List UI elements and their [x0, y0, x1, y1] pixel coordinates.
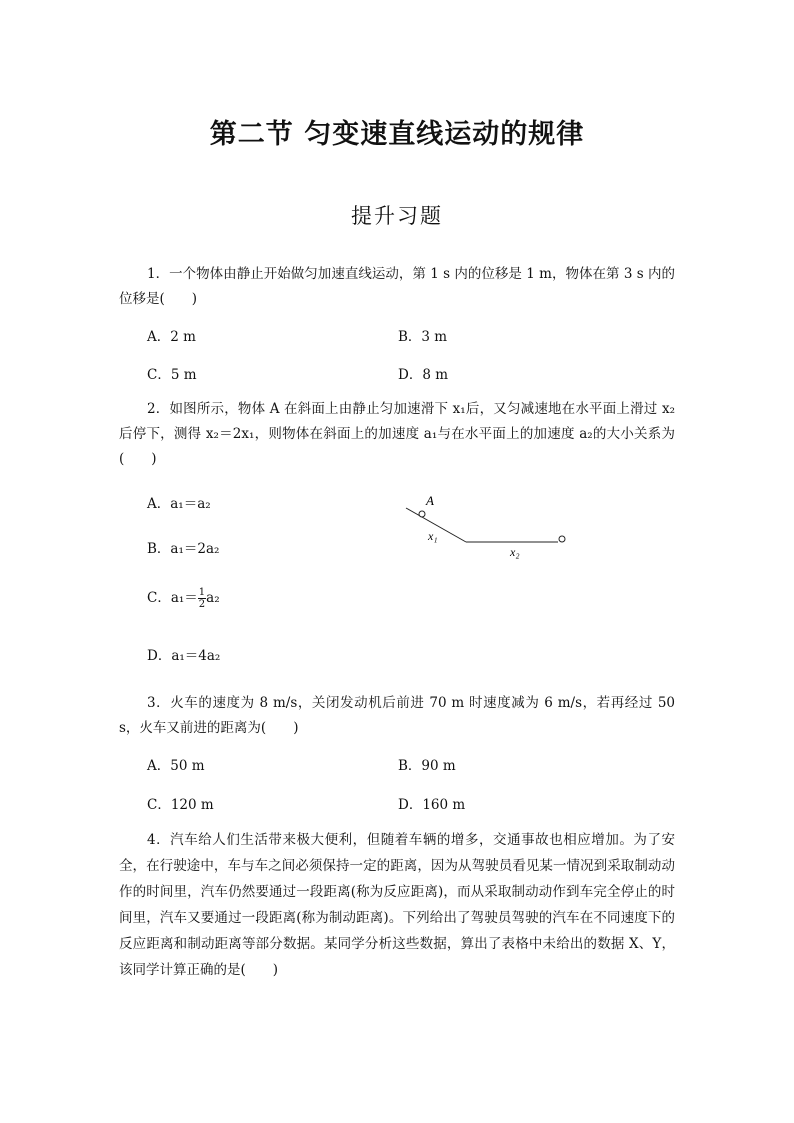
question-1-option-c[interactable]: C．5 m — [147, 367, 197, 383]
question-2-option-c[interactable] — [147, 587, 220, 610]
label-x1: x₁ — [428, 529, 438, 543]
question-3-option-a[interactable]: A．50 m — [147, 758, 205, 774]
question-2-option-d[interactable]: D．a₁＝4a₂ — [147, 648, 221, 664]
question-2-option-c-suffix: a₂ — [206, 590, 220, 606]
question-1-option-d[interactable]: D．8 m — [398, 367, 449, 383]
question-3-option-d[interactable]: D．160 m — [398, 797, 466, 813]
question-3-option-c[interactable]: C．120 m — [147, 797, 214, 813]
fraction-denominator: 2 — [198, 599, 206, 610]
question-3-text: 3．火车的速度为 8 m/s，关闭发动机后前进 70 m 时速度减为 6 m/s，若再经过 50 s，火车又前进的距离为( ) — [119, 695, 675, 736]
fraction-numerator: 1 — [198, 587, 206, 598]
question-2-option-c-label: C．a₁＝ — [147, 590, 198, 606]
question-2-text: 2．如图所示，物体 A 在斜面上由静止匀加速滑下 x₁后，又匀减速地在水平面上滑过 x₂后停下，测得 x₂＝2x₁，则物体在斜面上的加速度 a₁与在水平面上的加速度 a₂的大小关系为( ) — [119, 401, 675, 467]
question-1-text: 1．一个物体由静止开始做匀加速直线运动，第 1 s 内的位移是 1 m，物体在第 3 s 内的位移是( ) — [119, 266, 675, 307]
label-a: A — [426, 493, 434, 508]
block-a-circle — [419, 511, 425, 517]
question-1-option-b[interactable]: B．3 m — [398, 329, 448, 345]
incline-figure — [400, 488, 580, 568]
question-3-option-b[interactable]: B．90 m — [398, 758, 456, 774]
end-point-circle — [559, 536, 565, 542]
question-4-text: 4．汽车给人们生活带来极大便利，但随着车辆的增多，交通事故也相应增加。为了安全，在行驶途中，车与车之间必须保持一定的距离，因为从驾驶员看见某一情况到采取制动动作的时间里，汽车仍然要通过一段距离(称为反应距离)，而从采取制动动作到车完全停止的时间里，汽车又要通过一段距离(称为制动距离)。下列给出了驾驶员驾驶的汽车在不同速度下的反应距离和制动距离等部分数据。某同学分析这些数据，算出了表格中未给出的数据 X、Y，该同学计算正确的是( ) — [119, 832, 675, 978]
page-subtitle: 提升习题 — [351, 204, 443, 228]
question-2-option-a[interactable]: A．a₁＝a₂ — [147, 496, 211, 512]
label-x2: x₂ — [510, 545, 520, 559]
question-1-option-a[interactable]: A．2 m — [147, 329, 196, 345]
question-2-option-b[interactable]: B．a₁＝2a₂ — [147, 541, 220, 557]
question-2-option-c-fraction — [198, 587, 206, 610]
page-title: 第二节 匀变速直线运动的规律 — [209, 119, 585, 150]
